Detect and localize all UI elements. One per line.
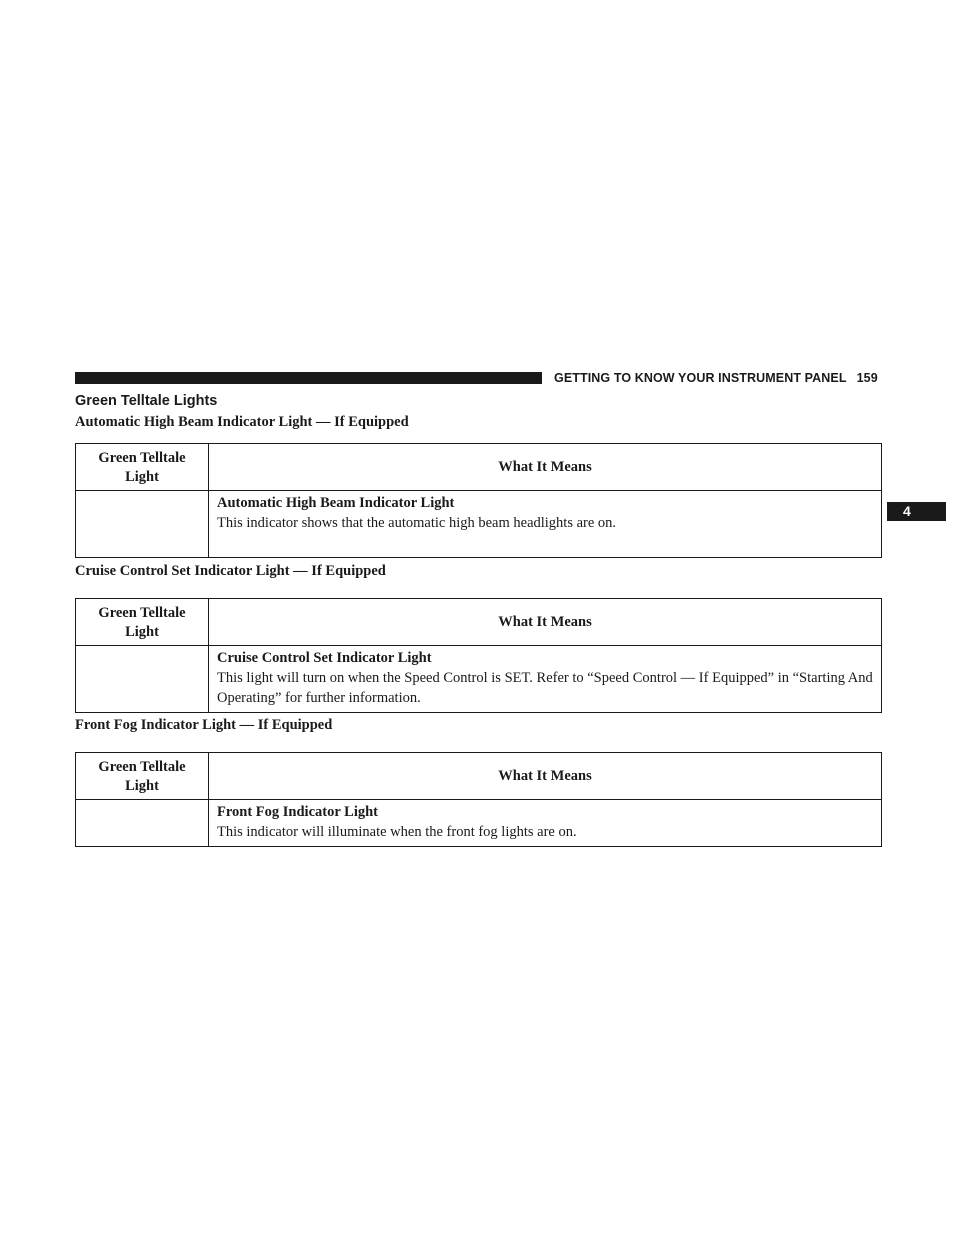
chapter-tab: 4 [887, 502, 946, 521]
section-title: Green Telltale Lights [75, 393, 218, 409]
description-cell [209, 800, 882, 847]
col-header-light: Green Telltale Light [76, 753, 209, 800]
indicator-description: This indicator shows that the automatic high beam headlights are on. [217, 515, 617, 531]
running-header-title: GETTING TO KNOW YOUR INSTRUMENT PANEL [554, 371, 847, 385]
col-header-means: What It Means [209, 444, 882, 491]
indicator-description: This indicator will illuminate when the front fog lights are on. [217, 824, 577, 840]
indicator-description: This light will turn on when the Speed Control is SET. Refer to “Speed Control — If Equipped” in “Starting And Operating” for further information. [217, 670, 873, 706]
running-header [554, 370, 884, 386]
telltale-icon-cell [76, 800, 209, 847]
table-heading-cruise-control: Cruise Control Set Indicator Light — If Equipped [75, 563, 386, 579]
table-row [76, 646, 882, 713]
telltale-table-cruise-control [75, 598, 882, 713]
telltale-table-high-beam [75, 443, 882, 558]
page-number: 159 [856, 371, 878, 385]
table-row [76, 491, 882, 558]
table-heading-high-beam: Automatic High Beam Indicator Light — If Equipped [75, 414, 409, 430]
telltale-icon-cell [76, 491, 209, 558]
description-cell [209, 646, 882, 713]
indicator-title: Front Fog Indicator Light [217, 804, 378, 820]
indicator-title: Cruise Control Set Indicator Light [217, 650, 432, 666]
table-header-row [76, 599, 882, 646]
col-header-light: Green Telltale Light [76, 444, 209, 491]
table-heading-front-fog: Front Fog Indicator Light — If Equipped [75, 717, 333, 733]
table-header-row [76, 753, 882, 800]
telltale-table-front-fog [75, 752, 882, 847]
table-row [76, 800, 882, 847]
table-header-row [76, 444, 882, 491]
telltale-icon-cell [76, 646, 209, 713]
col-header-light: Green Telltale Light [76, 599, 209, 646]
indicator-title: Automatic High Beam Indicator Light [217, 495, 455, 511]
col-header-means: What It Means [209, 753, 882, 800]
header-rule [75, 372, 542, 384]
description-cell [209, 491, 882, 558]
col-header-means: What It Means [209, 599, 882, 646]
